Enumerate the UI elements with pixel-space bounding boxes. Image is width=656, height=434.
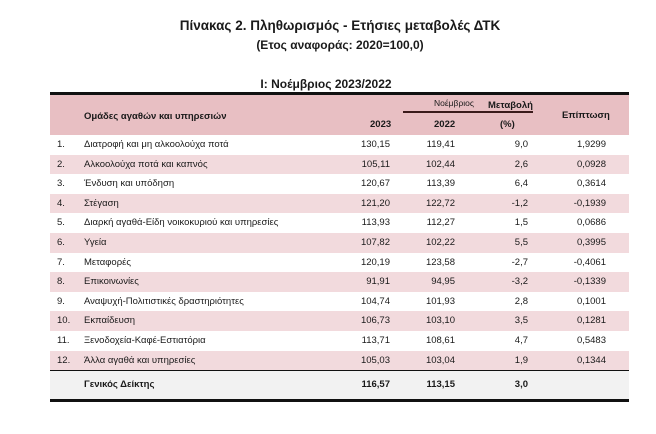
row-value-2022: 123,58 [425, 256, 455, 268]
total-2022: 113,15 [426, 379, 455, 391]
header-change: Μεταβολή [488, 100, 533, 111]
header-group: Ομάδες αγαθών και υπηρεσιών [84, 111, 227, 122]
row-number: 3. [57, 178, 65, 190]
row-number: 7. [57, 256, 65, 268]
row-label: Διατροφή και μη αλκοολούχα ποτά [84, 139, 229, 150]
section-title: Ι: Νοέμβριος 2023/2022 [260, 77, 392, 91]
row-value-2023: 104,74 [360, 295, 390, 307]
row-impact: 0,1281 [576, 315, 606, 327]
row-label: Μεταφορές [84, 256, 131, 268]
row-number: 5. [57, 217, 65, 229]
row-value-2023: 113,93 [361, 217, 390, 229]
cpi-table [50, 92, 629, 402]
row-value-2022: 102,22 [425, 236, 455, 248]
row-change: 2,6 [514, 158, 528, 170]
row-number: 6. [57, 236, 65, 248]
table-row [50, 292, 629, 312]
row-value-2022: 119,41 [426, 139, 455, 150]
row-change: 3,5 [514, 315, 528, 327]
row-value-2023: 105,11 [361, 158, 390, 170]
row-value-2022: 94,95 [431, 276, 455, 288]
row-label: Εκπαίδευση [84, 315, 135, 327]
row-label: Αναψυχή-Πολιτιστικές δραστηριότητες [84, 295, 244, 307]
row-label: Υγεία [84, 236, 107, 248]
row-number: 9. [57, 295, 65, 307]
header-change-unit: (%) [500, 119, 515, 130]
row-change: -2,7 [511, 256, 528, 268]
row-label: Στέγαση [84, 197, 119, 209]
row-value-2022: 108,61 [425, 334, 455, 346]
row-impact: 0,0686 [576, 217, 606, 229]
row-value-2023: 91,91 [366, 276, 390, 288]
row-impact: 0,1001 [576, 295, 606, 307]
total-row [50, 370, 629, 402]
header-year-2023: 2023 [370, 119, 392, 130]
table-row [50, 331, 629, 351]
header-impact: Επίπτωση [562, 110, 610, 121]
row-number: 11. [57, 334, 70, 346]
table-row [50, 194, 629, 214]
table-row [50, 253, 629, 273]
row-value-2023: 121,20 [360, 197, 390, 209]
row-change: -3,2 [511, 276, 528, 288]
row-label: Επικοινωνίες [84, 276, 139, 288]
row-value-2023: 120,67 [360, 178, 390, 190]
table-row [50, 272, 629, 292]
row-impact: -0,4061 [573, 256, 606, 268]
row-impact: 0,1344 [576, 354, 606, 366]
row-value-2022: 113,39 [426, 178, 455, 190]
table-title: Πίνακας 2. Πληθωρισμός - Ετήσιες μεταβολές ΔΤΚ [179, 18, 501, 33]
total-change: 3,0 [514, 379, 528, 391]
row-value-2022: 122,72 [425, 197, 455, 209]
total-label: Γενικός Δείκτης [84, 379, 155, 391]
table-row [50, 135, 629, 155]
header-month: Νοέμβριος [434, 98, 474, 108]
row-value-2023: 130,15 [360, 139, 390, 150]
table-subtitle: (Ετος αναφοράς: 2020=100,0) [256, 38, 424, 52]
row-change: 2,8 [514, 295, 528, 307]
row-value-2022: 103,04 [425, 354, 455, 366]
table-row [50, 174, 629, 194]
row-impact: -0,1939 [573, 197, 606, 209]
row-change: 4,7 [514, 334, 528, 346]
row-impact: 0,5483 [576, 334, 606, 346]
row-value-2023: 105,03 [360, 354, 390, 366]
row-label: Ξενοδοχεία-Καφέ-Εστιατόρια [84, 334, 206, 346]
row-change: 1,9 [514, 354, 528, 366]
header-divider [403, 111, 533, 113]
row-value-2023: 113,71 [361, 334, 390, 346]
row-value-2023: 106,73 [360, 315, 390, 327]
row-change: 1,5 [514, 217, 528, 229]
table-header [50, 92, 629, 135]
row-impact: -0,1339 [573, 276, 606, 288]
row-number: 4. [57, 197, 65, 209]
row-number: 2. [57, 158, 65, 170]
row-impact: 0,0928 [576, 158, 606, 170]
table-row [50, 351, 629, 371]
header-year-2022: 2022 [434, 119, 456, 130]
row-value-2023: 120,19 [360, 256, 390, 268]
row-number: 10. [57, 315, 71, 327]
row-value-2022: 101,93 [425, 295, 455, 307]
table-row [50, 155, 629, 175]
row-value-2022: 102,44 [425, 158, 455, 170]
row-label: Άλλα αγαθά και υπηρεσίες [84, 354, 196, 366]
row-label: Ένδυση και υπόδηση [84, 178, 175, 190]
row-change: -1,2 [511, 197, 528, 209]
row-impact: 0,3995 [576, 236, 606, 248]
row-value-2022: 103,10 [425, 315, 455, 327]
row-value-2023: 107,82 [360, 236, 390, 248]
row-number: 12. [57, 354, 71, 366]
row-impact: 0,3614 [576, 178, 606, 190]
table-row [50, 311, 629, 331]
row-value-2022: 112,27 [426, 217, 455, 229]
table-row [50, 213, 629, 233]
row-impact: 1,9299 [576, 139, 606, 150]
row-change: 6,4 [514, 178, 528, 190]
row-label: Διαρκή αγαθά-Είδη νοικοκυριού και υπηρεσίες [84, 217, 279, 229]
table-row [50, 233, 629, 253]
row-number: 1. [57, 139, 65, 150]
row-label: Αλκοολούχα ποτά και καπνός [84, 158, 208, 170]
row-change: 9,0 [514, 139, 528, 150]
total-2023: 116,57 [361, 379, 390, 391]
row-number: 8. [57, 276, 65, 288]
row-change: 5,5 [514, 236, 528, 248]
